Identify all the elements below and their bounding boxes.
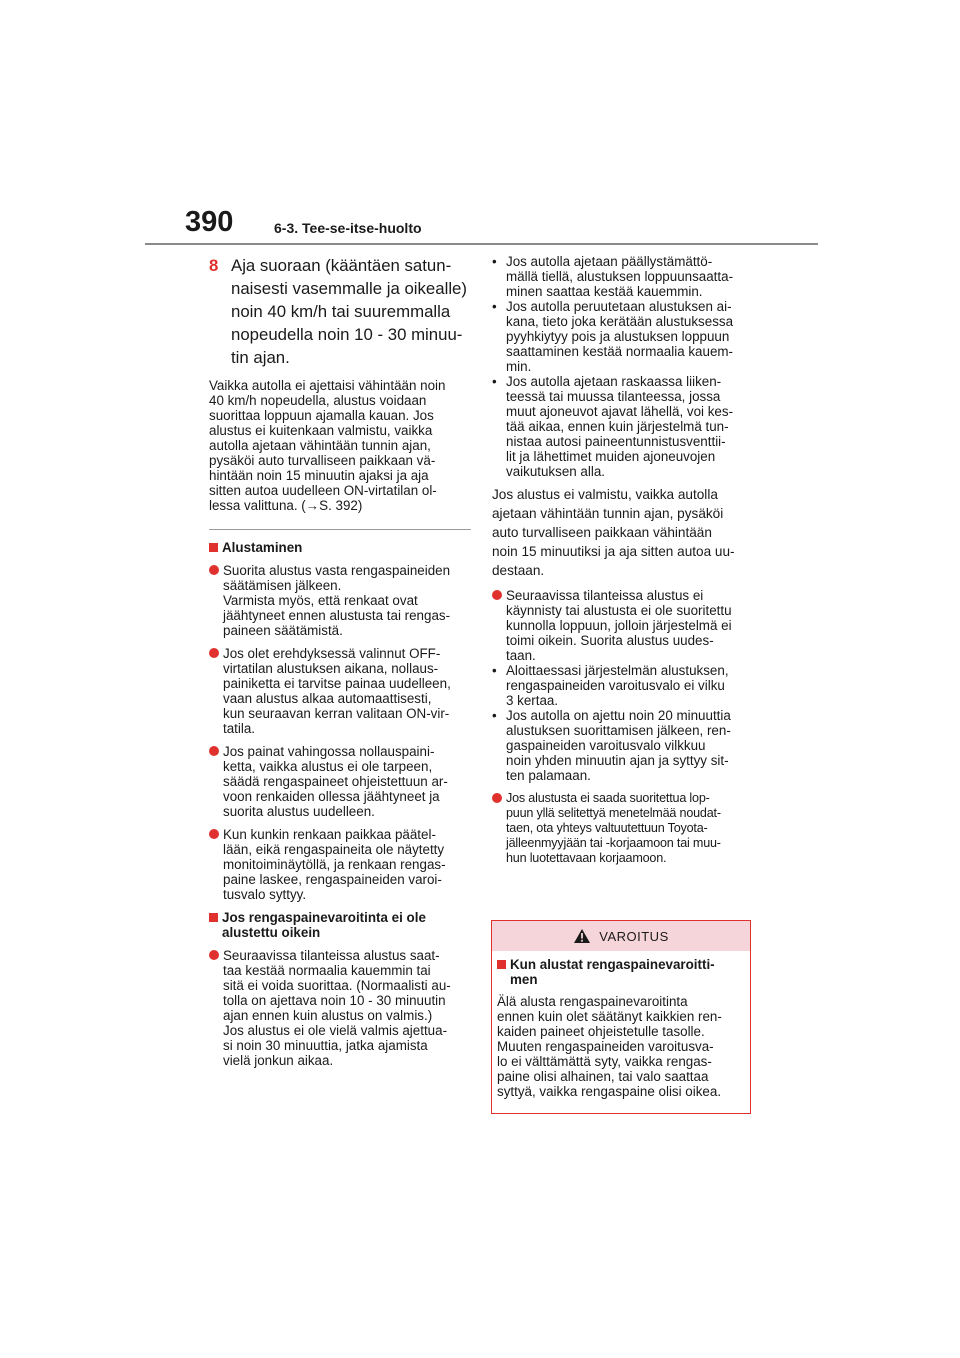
red-square-icon (209, 543, 218, 552)
sub-line: noin yhden minuutin ajan ja syttyy sit- (506, 753, 729, 768)
bullet-item (492, 588, 754, 663)
bullet-line: ketta, vaikka alustus ei ole tarpeen, (223, 759, 433, 774)
sub-line: alustuksen suorittamisen jälkeen, ren- (506, 723, 731, 738)
bullet-line: säätämisen jälkeen. (223, 578, 342, 593)
bullet-point-icon: • (492, 299, 497, 314)
sub-line: Jos autolla on ajettu noin 20 minuuttia (506, 708, 731, 723)
bullet-line: taen, ota yhteys valtuutettuun Toyota- (506, 821, 708, 835)
bullet-point-icon: • (492, 708, 497, 723)
heading-text: men (510, 972, 538, 987)
bullet-line: si noin 30 minuuttia, jatka ajamista (223, 1038, 428, 1053)
bullet-item (209, 646, 471, 736)
sub-item (492, 254, 754, 299)
sub-item (492, 708, 754, 783)
sub-line: vaikutuksen alla. (506, 464, 605, 479)
sub-line: tää aikaa, ennen kuin järjestelmä tun- (506, 419, 729, 434)
section-divider (209, 529, 471, 530)
warning-line: paine olisi alhainen, tai valo saattaa (497, 1069, 709, 1084)
para-line: noin 15 minuutiksi ja aja sitten autoa uu- (492, 544, 735, 559)
bullet-line: Jos olet erehdyksessä valinnut OFF- (223, 646, 441, 661)
bullet-line: jäähtyneet ennen alustusta tai rengas- (223, 608, 451, 623)
bullet-line: Varmista myös, että renkaat ovat (223, 593, 418, 608)
sub-item (492, 299, 754, 374)
red-dot-icon (209, 829, 219, 839)
note-line: pysäköi auto turvalliseen paikkaan vä- (209, 453, 436, 468)
sub-line: Jos autolla ajetaan raskaassa liiken- (506, 374, 722, 389)
bullet-line: taan. (506, 648, 536, 663)
sub-line: rengaspaineiden varoitusvalo ei vilku (506, 678, 725, 693)
para-line: destaan. (492, 563, 545, 578)
heading-text: Alustaminen (222, 540, 303, 555)
note-line: hintään noin 15 minuutin ajaksi ja aja (209, 468, 429, 483)
sub-line: Aloittaessasi järjestelmän alustuksen, (506, 663, 729, 678)
note-line: Vaikka autolla ei ajettaisi vähintään noin (209, 378, 446, 393)
sub-line: nistaa autosi paineentunnistusventtii- (506, 434, 726, 449)
page-number: 390 (185, 206, 234, 238)
left-column (209, 254, 471, 1076)
bullet-line: taa kestää normaalia kauemmin tai (223, 963, 431, 978)
heading-text: Jos rengaspainevaroitinta ei ole (222, 910, 426, 925)
para-line: Jos alustus ei valmistu, vaikka autolla (492, 487, 718, 502)
bullet-line: Kun kunkin renkaan paikkaa päätel- (223, 827, 436, 842)
bullet-item (209, 563, 471, 638)
sub-line: teessä tai muussa tilanteessa, jossa (506, 389, 721, 404)
bullet-line: käynnisty tai alustusta ei ole suoritettu (506, 603, 732, 618)
bullet-line: monitoiminäytöllä, ja renkaan rengas- (223, 857, 446, 872)
bullet-line: suorita alustus uudelleen. (223, 804, 375, 819)
step-line: Aja suoraan (kääntäen satun- (231, 256, 452, 275)
step-8 (209, 254, 471, 369)
sub-item (492, 663, 754, 708)
bullet-line: Jos alustus ei ole vielä valmis ajettua- (223, 1023, 448, 1038)
warning-line: kaiden paineet ohjeistetulle tasolle. (497, 1024, 705, 1039)
bullet-line: paine laskee, rengaspaineiden varoi- (223, 872, 442, 887)
step-note (209, 378, 471, 513)
paragraph (492, 485, 754, 580)
warning-text (497, 994, 744, 1099)
bullet-line: tatila. (223, 721, 256, 736)
bullet-line: Suorita alustus vasta rengaspaineiden (223, 563, 451, 578)
red-square-icon (497, 960, 506, 969)
bullet-line: vaan alustus alkaa automaattisesti, (223, 691, 432, 706)
bullet-line: kunnolla loppuun, jolloin järjestelmä ei (506, 618, 732, 633)
warning-line: ennen kuin olet säätänyt kaikkien ren- (497, 1009, 722, 1024)
para-line: ajetaan vähintään tunnin ajan, pysäköi (492, 506, 724, 521)
bullet-line: kun seuraavan kerran valitaan ON-vir- (223, 706, 450, 721)
bullet-point-icon: • (492, 374, 497, 389)
note-line: 40 km/h nopeudella, alustus voidaan (209, 393, 427, 408)
bullet-point-icon: • (492, 663, 497, 678)
sub-line: Jos autolla ajetaan päällystämättö- (506, 254, 713, 269)
warning-heading (497, 957, 744, 987)
red-dot-icon (209, 746, 219, 756)
bullet-line: Jos alustusta ei saada suoritettua lop- (506, 791, 710, 805)
bullet-item (209, 948, 471, 1068)
red-dot-icon (209, 950, 219, 960)
sub-line: mällä tiellä, alustuksen loppuunsaatta- (506, 269, 734, 284)
para-line: auto turvalliseen paikkaan vähintään (492, 525, 712, 540)
red-square-icon (209, 913, 218, 922)
sub-line: saattaminen kestää normaalia kauem- (506, 344, 734, 359)
sub-line: kana, tieto joka kerätään alustuksessa (506, 314, 734, 329)
bullet-line: Jos painat vahingossa nollauspaini- (223, 744, 435, 759)
bullet-line: painiketta ei tarvitse painaa uudelleen, (223, 676, 451, 691)
sub-item (492, 374, 754, 479)
heading-not-initialized (209, 910, 471, 940)
bullet-item (492, 791, 754, 866)
warning-line: lo ei välttämättä syty, vaikka rengas- (497, 1054, 712, 1069)
sub-line: gaspaineiden varoitusvalo vilkkuu (506, 738, 706, 753)
red-dot-icon (492, 793, 502, 803)
sub-line: 3 kertaa. (506, 693, 559, 708)
section-title: 6-3. Tee-se-itse-huolto (274, 220, 422, 236)
step-line: nopeudella noin 10 - 30 minuu- (231, 325, 463, 344)
note-line: alustus ei kuitenkaan valmistu, vaikka (209, 423, 433, 438)
step-number: 8 (209, 256, 219, 275)
bullet-line: ajan ennen kuin alustus on valmis.) (223, 1008, 433, 1023)
note-line: sitten autoa uudelleen ON-virtatilan ol- (209, 483, 437, 498)
sub-list (492, 254, 754, 479)
step-line: naisesti vasemmalle ja oikealle) (231, 279, 467, 298)
warning-header (492, 921, 750, 951)
bullet-line: toimi oikein. Suorita alustus uudes- (506, 633, 714, 648)
note-line: suorittaa loppuun ajamalla kauan. Jos (209, 408, 434, 423)
warning-line: Älä alusta rengaspainevaroitinta (497, 994, 688, 1009)
warning-line: Muuten rengaspaineiden varoitusva- (497, 1039, 714, 1054)
bullet-item (209, 827, 471, 902)
warning-triangle-icon (573, 928, 591, 944)
warning-body (492, 951, 750, 1099)
step-line: noin 40 km/h tai suuremmalla (231, 302, 451, 321)
sub-line: pyyhkiytyy pois ja alustuksen loppuun (506, 329, 730, 344)
note-line: autolla ajetaan vähintään tunnin ajan, (209, 438, 431, 453)
bullet-item (209, 744, 471, 819)
bullet-line: säädä rengaspaineet ohjeistettuun ar- (223, 774, 448, 789)
bullet-line: virtatilan alustuksen aikana, nollaus- (223, 661, 439, 676)
bullet-line: puun yllä selitettyä menetelmää noudat- (506, 806, 721, 820)
bullet-line: tusvalo syttyy. (223, 887, 307, 902)
bullet-line: Seuraavissa tilanteissa alustus saat- (223, 948, 440, 963)
bullet-line: tolla on ajettava noin 10 - 30 minuutin (223, 993, 446, 1008)
bullet-line: hun luotettavaan korjaamoon. (506, 851, 667, 865)
bullet-line: voon renkaiden ollessa jäähtyneet ja (223, 789, 440, 804)
bullet-line: paineen säätämistä. (223, 623, 343, 638)
header-rule (145, 243, 818, 245)
sub-line: lit ja lähettimet muiden ajoneuvojen (506, 449, 716, 464)
right-column (492, 254, 754, 874)
sub-list (492, 663, 754, 783)
sub-line: ten palamaan. (506, 768, 591, 783)
sub-line: min. (506, 359, 532, 374)
red-dot-icon (492, 590, 502, 600)
bullet-point-icon: • (492, 254, 497, 269)
sub-line: minen saattaa kestää kauemmin. (506, 284, 703, 299)
warning-box (491, 920, 751, 1114)
bullet-line: lään, eikä rengaspaineita ole näytetty (223, 842, 445, 857)
heading-alustaminen (209, 540, 471, 555)
step-line: tin ajan. (231, 348, 290, 367)
heading-text: Kun alustat rengaspainevaroitti- (510, 957, 715, 972)
warning-label: VAROITUS (599, 928, 669, 944)
warning-line: syttyä, vaikka rengaspaine olisi oikea. (497, 1084, 722, 1099)
red-dot-icon (209, 648, 219, 658)
note-line: lessa valittuna. (→S. 392) (209, 498, 363, 513)
sub-line: Jos autolla peruutetaan alustuksen ai- (506, 299, 732, 314)
bullet-line: vielä jonkun aikaa. (223, 1053, 334, 1068)
sub-line: muut ajoneuvot ajavat lähellä, voi kes- (506, 404, 734, 419)
red-dot-icon (209, 565, 219, 575)
bullet-line: Seuraavissa tilanteissa alustus ei (506, 588, 704, 603)
bullet-line: sitä ei voida suorittaa. (Normaalisti au- (223, 978, 451, 993)
bullet-line: jälleenmyyjään tai -korjaamoon tai muu- (506, 836, 721, 850)
step-text (231, 254, 467, 369)
heading-text: alustettu oikein (222, 925, 321, 940)
